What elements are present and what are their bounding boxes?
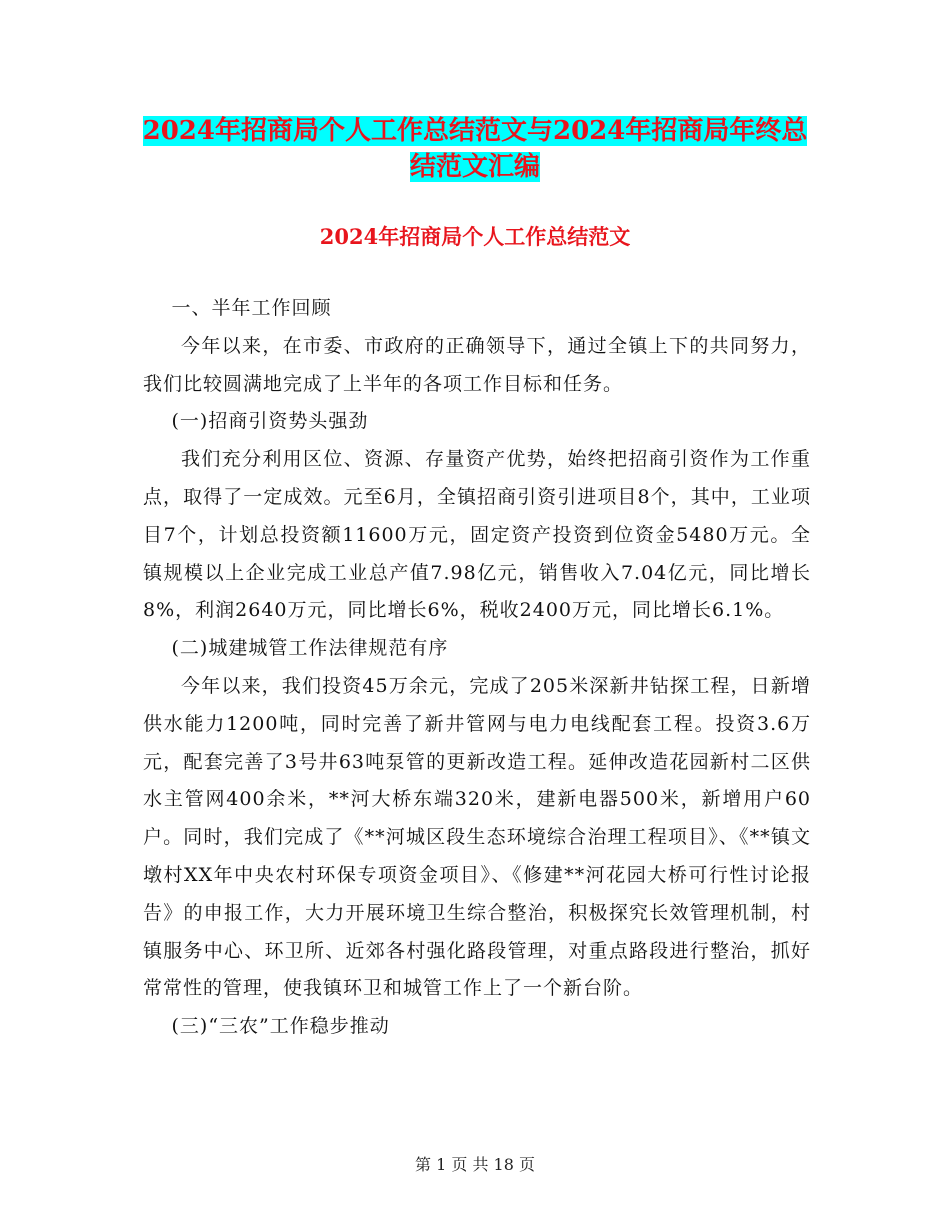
paragraph-urban-management: 今年以来，我们投资45万余元，完成了205米深新井钻探工程，日新增供水能力1200吨，同时完善了新井管网与电力电线配套工程。投资3.6万元，配套完善了3号井63吨泵管的更新改造工程。延伸改造花园新村二区供水主管网400余米，**河大桥东端320米，建新电器500米，新增用户60户。同时，我们完成了《**河城区段生态环境综合治理工程项目》、《**镇文墩村XX年中央农村环保专项资金项目》、《修建**河花园大桥可行性讨论报告》的申报工作，大力开展环境卫生综合整治，积极探究长效管理机制，村镇服务中心、环卫所、近郊各村强化路段管理，对重点路段进行整治，抓好常常性的管理，使我镇环卫和城管工作上了一个新台阶。: [143, 674, 811, 1000]
paragraph-intro: 今年以来，在市委、市政府的正确领导下，通过全镇上下的共同努力，我们比较圆满地完成了上半年的各项工作目标和任务。: [143, 334, 811, 395]
section-title: 2024年招商局个人工作总结范文: [319, 224, 631, 249]
heading-half-year-review: 一、半年工作回顾: [171, 297, 332, 319]
heading-urban-management: (二)城建城管工作法律规范有序: [171, 637, 449, 660]
document-body: [143, 290, 811, 1046]
heading-agriculture: (三)“三农”工作稳步推动: [171, 1015, 390, 1038]
page-footer: 第 1 页 共 18 页: [415, 1155, 535, 1174]
paragraph-investment: 我们充分利用区位、资源、存量资产优势，始终把招商引资作为工作重点，取得了一定成效。元至6月，全镇招商引资引进项目8个，其中，工业项目7个，计划总投资额11600万元，固定资产投资到位资金5480万元。全镇规模以上企业完成工业总产值7.98亿元，销售收入7.04亿元，同比增长8%，利润2640万元，同比增长6%，税收2400万元，同比增长6.1%。: [143, 448, 811, 622]
document-title: [140, 113, 810, 185]
heading-investment: (一)招商引资势头强劲: [171, 410, 369, 433]
document-title-text: 2024年招商局个人工作总结范文与2024年招商局年终总结范文汇编: [142, 116, 808, 182]
